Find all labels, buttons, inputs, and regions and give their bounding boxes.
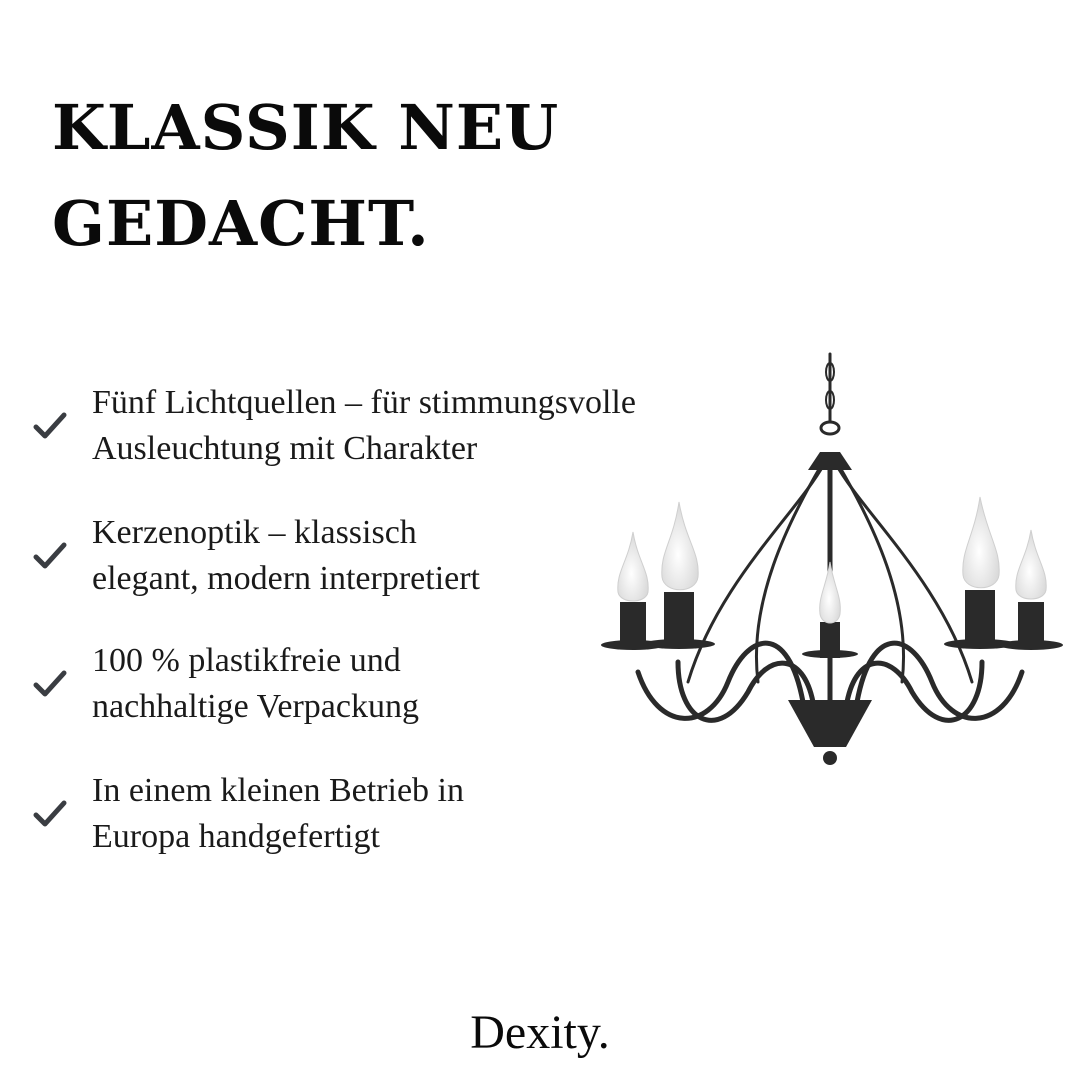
- check-icon: [30, 794, 70, 834]
- chandelier-image: [598, 352, 1063, 772]
- feature-item: [30, 380, 636, 472]
- brand-logo: Dexity.: [470, 1006, 610, 1059]
- feature-text: [92, 638, 419, 730]
- check-icon: [30, 536, 70, 576]
- feature-line: Ausleuchtung mit Charakter: [92, 430, 478, 467]
- feature-text: [92, 380, 636, 472]
- headline-line-1: KLASSIK NEU: [52, 91, 560, 164]
- feature-item: [30, 510, 480, 602]
- feature-line: In einem kleinen Betrieb in: [92, 772, 464, 809]
- feature-line: Fünf Lichtquellen – für stimmungsvolle: [92, 384, 636, 421]
- feature-item: [30, 638, 419, 730]
- feature-line: elegant, modern interpretiert: [92, 560, 480, 597]
- check-icon: [30, 664, 70, 704]
- feature-line: Kerzenoptik – klassisch: [92, 514, 417, 551]
- feature-line: nachhaltige Verpackung: [92, 688, 419, 725]
- feature-text: [92, 768, 464, 860]
- check-icon: [30, 406, 70, 446]
- headline-line-2: GEDACHT.: [52, 187, 430, 260]
- feature-item: [30, 768, 464, 860]
- feature-line: Europa handgefertigt: [92, 818, 380, 855]
- feature-line: 100 % plastikfreie und: [92, 642, 401, 679]
- headline: [52, 80, 559, 272]
- feature-text: [92, 510, 480, 602]
